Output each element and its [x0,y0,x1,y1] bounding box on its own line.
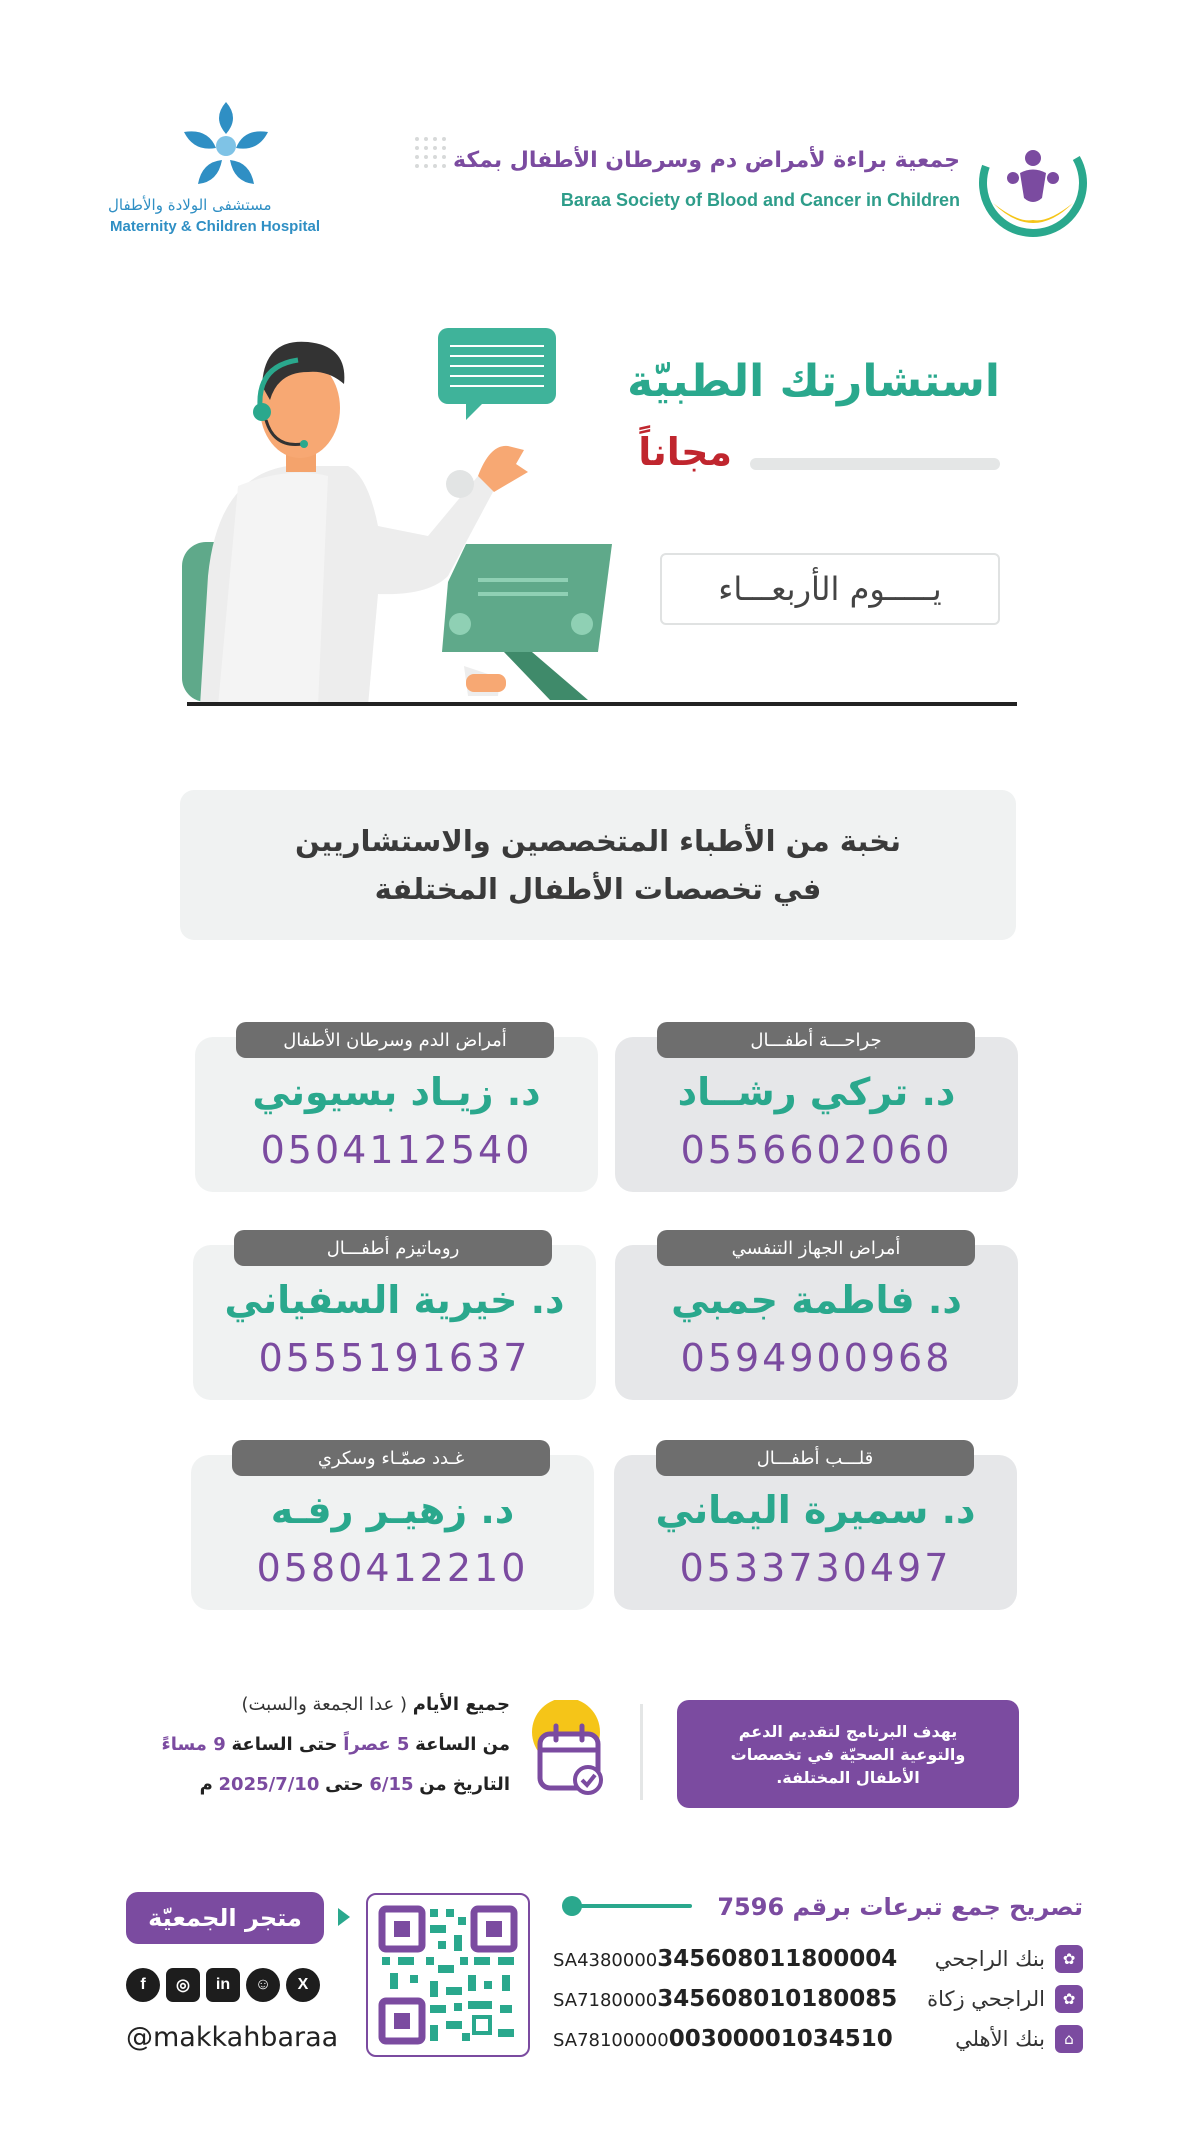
schedule-date-prefix: التاريخ من [419,1774,510,1795]
intro-box [180,790,1016,940]
bank-name: بنك الراجحي [934,1947,1045,1971]
bank-building-icon: ⌂ [1055,2025,1083,2053]
schedule-days-label: جميع الأيام [412,1694,510,1715]
schedule-date-to: 2025/7/10 [218,1774,320,1795]
hospital-logo [178,98,274,190]
day-label: يـــــوم الأربعـــاء [718,570,942,608]
dot-grid-decoration [414,136,448,170]
bank-iban[interactable] [553,2026,893,2052]
bank-name: الراجحي زكاة [927,1987,1045,2011]
intro-line-1: نخبة من الأطباء المتخصصين والاستشاريين [295,824,901,858]
instagram-icon[interactable]: ◎ [166,1968,200,2002]
doctor-phone[interactable]: 0555191637 [258,1336,531,1380]
gray-dot-decoration [446,470,474,498]
chat-bubble-icon [438,328,556,420]
org-name-arabic: جمعية براءة لأمراض دم وسرطان الأطفال بمكة [453,148,960,173]
baraa-logo [978,128,1088,238]
snapchat-icon[interactable]: ☺ [246,1968,280,2002]
doctor-phone[interactable]: 0580412210 [256,1546,529,1590]
doctor-name: د. سميرة اليماني [655,1488,976,1532]
schedule-time-from: 5 عصراً [343,1734,410,1755]
doctor-name: د. زيـاد بسيوني [252,1070,541,1114]
iban-prefix: SA7180000 [553,1990,658,2011]
facebook-icon[interactable]: f [126,1968,160,2002]
bank-row [553,1982,1083,2016]
doctor-specialty-tag: قلـــب أطفـــال [656,1440,974,1476]
hero-underline [750,458,1000,470]
schedule-days-note: ( عدا الجمعة والسبت) [241,1694,408,1715]
x-icon[interactable]: X [286,1968,320,2002]
doctor-specialty-tag: روماتيزم أطفـــال [234,1230,552,1266]
schedule-time [162,1734,510,1755]
schedule-days [241,1694,510,1715]
social-handle[interactable]: @makkahbaraa [126,2022,339,2053]
bank-name: بنك الأهلي [955,2027,1045,2051]
doctor-specialty-tag: جراحـــة أطفـــال [657,1022,975,1058]
doctor-phone[interactable]: 0504112540 [260,1128,533,1172]
doctor-phone[interactable]: 0533730497 [679,1546,952,1590]
doctor-specialty-tag: أمراض الدم وسرطان الأطفال [236,1022,554,1058]
qr-code[interactable] [366,1893,530,2057]
schedule-date-mid: حتى [325,1774,364,1795]
program-description-box [677,1700,1019,1808]
doctor-name: د. فاطمة جمبي [671,1278,962,1322]
schedule-time-to: 9 مساءً [161,1734,226,1755]
social-icons [126,1968,320,2002]
schedule-time-prefix: من الساعة [415,1734,510,1755]
program-line-2: والتوعية الصحيّة في تخصصات [730,1744,966,1764]
schedule-date [200,1774,510,1795]
doctor-name: د. زهيـر رفـه [270,1488,515,1532]
schedule-date-suffix: م [199,1774,213,1795]
program-line-1: يهدف البرنامج لتقديم الدعم [738,1721,958,1741]
doctor-phone[interactable]: 0556602060 [680,1128,953,1172]
calendar-check-icon [530,1700,610,1800]
linkedin-icon[interactable]: in [206,1968,240,2002]
iban-number: 345608011800004 [657,1946,898,1972]
iban-number: 345608010180085 [657,1986,898,2012]
org-name-english: Baraa Society of Blood and Cancer in Children [560,190,960,210]
vertical-divider [640,1704,643,1800]
permit-line-decoration [566,1904,692,1908]
store-button[interactable]: متجر الجمعيّة [126,1892,324,1944]
hero-free-label: مجاناً [638,430,732,474]
bank-logo-icon: ✿ [1055,1945,1083,1973]
doctor-specialty-tag: أمراض الجهاز التنفسي [657,1230,975,1266]
bank-iban[interactable] [553,1946,897,1972]
schedule-time-mid: حتى الساعة [231,1734,338,1755]
doctor-name: د. تركي رشــاد [677,1070,956,1114]
hero-title: استشارتك الطبيّة [627,356,1000,407]
schedule-date-from: 6/15 [369,1774,414,1795]
donation-permit: تصريح جمع تبرعات برقم 7596 [717,1893,1083,1921]
hospital-name-english: Maternity & Children Hospital [110,218,321,235]
permit-dot-decoration [562,1896,582,1916]
bank-logo-icon: ✿ [1055,1985,1083,2013]
hospital-name-arabic: مستشفى الولادة والأطفال [108,196,272,214]
desk-line [187,702,1017,706]
bank-iban[interactable] [553,1986,897,2012]
iban-prefix: SA78100000 [553,2030,669,2051]
intro-line-2: في تخصصات الأطفال المختلفة [374,872,822,906]
iban-prefix: SA4380000 [553,1950,658,1971]
program-line-3: الأطفال المختلفة. [776,1767,920,1787]
iban-number: 00300001034510 [668,2026,893,2052]
doctor-name: د. خيرية السفياني [224,1278,565,1322]
doctor-specialty-tag: غـدد صمّـاء وسكري [232,1440,550,1476]
day-label-box [660,553,1000,625]
arrow-right-icon [338,1908,350,1926]
bank-row [553,2022,1083,2056]
bank-row [553,1942,1083,1976]
doctor-phone[interactable]: 0594900968 [680,1336,953,1380]
